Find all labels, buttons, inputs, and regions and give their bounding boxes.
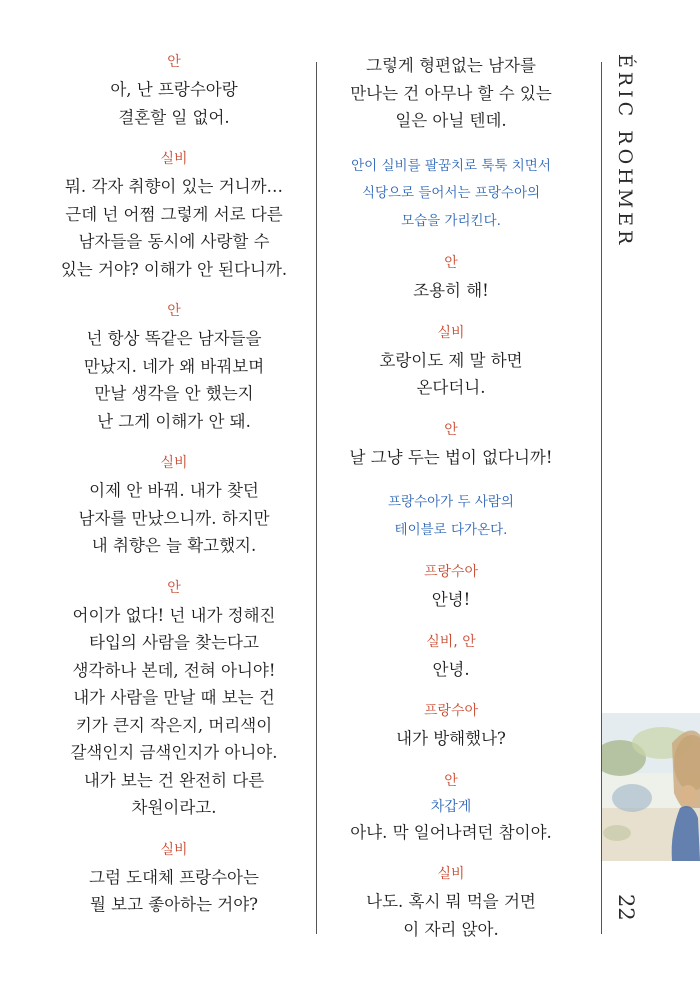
dialogue-continuation [317,52,585,135]
dialogue-line: 내가 보는 건 완전히 다른 [83,770,265,790]
dialogue-block [32,149,316,283]
dialogue-line: 차원이라고. [131,798,217,817]
dialogue-line: 안녕. [432,659,470,679]
dialogue-block [317,632,585,684]
dialogue-line: 일은 아닐 텐데. [395,111,507,130]
dialogue-line: 갈색인지 금색인지가 아니야. [70,743,278,762]
dialogue-block [317,323,585,402]
speaker-name: 안 [444,255,458,271]
running-title: ÉRIC ROHMER [614,54,636,249]
dialogue-line: 내가 방해했나? [396,729,506,748]
dialogue-line: 이 자리 앉아. [403,919,499,939]
dialogue-line: 아, 난 프랑수아랑 [110,80,238,99]
dialogue-line: 만났지. 네가 왜 바꿔보며 [83,356,265,376]
dialogue-line: 안녕! [431,590,471,609]
dialogue-line: 넌 항상 똑같은 남자들을 [86,329,262,348]
speaker-name: 안 [444,421,458,438]
dialogue-line: 그렇게 형편없는 남자를 [366,56,536,75]
dialogue-line: 내 취향은 늘 확고했지. [91,536,257,555]
dialogue-line: 조용히 해! [413,281,489,300]
page-number: 22 [614,894,638,921]
dialogue-line: 그럼 도대체 프랑수아는 [89,867,259,887]
speaker-name: 안 [167,54,181,70]
dialogue-line: 만나는 건 아무나 할 수 있는 [350,83,552,103]
stage-direction [317,153,585,236]
dialogue-block [317,864,585,943]
speaker-name: 실비 [160,151,188,167]
speaker-name: 실비 [437,866,465,882]
dialogue-block [32,52,316,131]
dialogue-line: 호랑이도 제 말 하면 [379,350,523,370]
speaker-name: 안 [167,579,181,596]
dialogue-block [317,253,585,305]
dialogue-line: 키가 큰지 작은지, 머리색이 [75,715,273,735]
left-column [32,52,316,937]
dialogue-line: 온다더니. [416,378,486,397]
dialogue-line: 남자를 만났으니까. 하지만 [78,508,270,528]
speaker-name: 프랑수아 [423,564,479,580]
speaker-name: 실비 [437,324,465,341]
speaker-name: 안 [444,772,458,789]
dialogue-line: 남자들을 동시에 사랑할 수 [78,232,270,251]
dialogue-line: 있는 거야? 이해가 안 된다니까. [60,259,288,279]
dialogue-line: 결혼할 일 없어. [118,107,230,127]
dialogue-block [32,578,316,822]
painting-illustration [602,713,700,861]
dialogue-block [317,420,585,472]
dialogue-block [317,771,585,847]
dialogue-block [317,562,585,614]
stage-direction-line: 식당으로 들어서는 프랑수아의 [361,185,541,201]
dialogue-line: 근데 넌 어쩜 그렇게 서로 다른 [65,204,283,224]
speaker-name: 프랑수아 [423,703,479,719]
stage-direction-line: 프랑수아가 두 사람의 [388,494,514,510]
dialogue-line: 날 그냥 두는 법이 없다니까! [349,447,553,467]
middle-column [317,52,585,961]
stage-direction-inline: 차갑게 [430,798,472,815]
dialogue-block [32,840,316,919]
speaker-name: 실비, 안 [426,633,476,650]
illustration-thumbnail [602,713,700,861]
dialogue-line: 생각하나 본데, 전혀 아니야! [72,660,276,680]
stage-direction-line: 모습을 가리킨다. [401,212,501,229]
speaker-name: 실비 [160,841,188,858]
stage-direction [317,489,585,544]
dialogue-line: 아냐. 막 일어나려던 참이야. [350,822,552,842]
speaker-name: 안 [167,303,181,319]
dialogue-line: 뭘 보고 좋아하는 거야? [89,895,259,914]
stage-direction-line: 안이 실비를 팔꿈치로 툭툭 치면서 [351,157,551,174]
dialogue-line: 내가 사람을 만날 때 보는 건 [73,688,275,707]
dialogue-line: 나도. 혹시 뭐 먹을 거면 [366,892,536,911]
speaker-name: 실비 [160,455,188,471]
dialogue-line: 난 그게 이해가 안 돼. [97,411,251,431]
dialogue-block [32,453,316,560]
stage-direction-line: 테이블로 다가온다. [394,521,508,538]
dialogue-line: 뭐. 각자 취향이 있는 거니까… [64,177,284,196]
dialogue-block [32,301,316,435]
dialogue-line: 타입의 사람을 찾는다고 [89,633,259,652]
dialogue-line: 이제 안 바꿔. 내가 찾던 [89,481,259,500]
dialogue-line: 만날 생각을 안 했는지 [94,384,254,403]
dialogue-block [317,701,585,753]
dialogue-line: 어이가 없다! 넌 내가 정해진 [72,605,276,625]
